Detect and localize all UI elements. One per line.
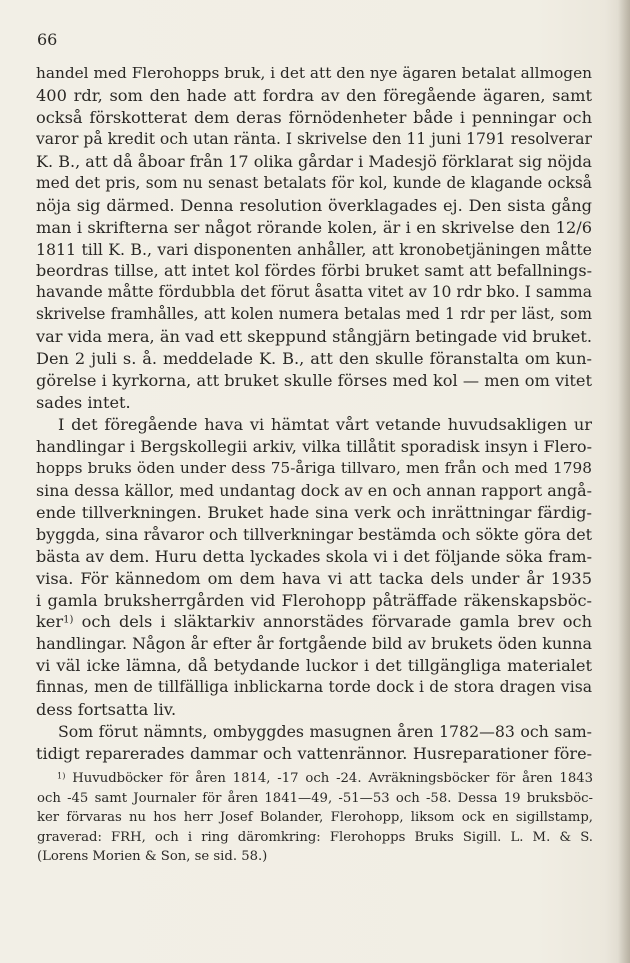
- body-line: Som förut nämnts, ombyggdes masugnen åren 1782—83 och sam-: [58, 722, 592, 742]
- body-line: man i skrifterna ser något rörande kolen, är i en skrivelse den 12/6: [36, 217, 592, 237]
- body-line: havande måtte fördubbla det förut åsatta vitet av 10 rdr bko. I samma: [36, 283, 592, 302]
- body-line: dess fortsatta liv.: [36, 700, 177, 720]
- body-line: med det pris, som nu senast betalats för kol, kunde de klagande också: [36, 173, 592, 192]
- body-line: handlingar. Någon år efter år fortgående bild av brukets öden kunna: [36, 634, 592, 654]
- body-line: beordras tillse, att intet kol fördes förbi bruket samt att befallnings-: [36, 261, 592, 281]
- body-line: varor på kredit och utan ränta. I skrivelse den 11 juni 1791 resolverar: [36, 129, 592, 148]
- body-line: handlingar i Bergskollegii arkiv, vilka tillåtit sporadisk insyn i Flero-: [36, 436, 592, 456]
- footnote: [37, 769, 593, 867]
- body-line: Den 2 juli s. å. meddelade K. B., att den skulle föranstalta om kun-: [36, 349, 592, 369]
- body-line: sades intet.: [36, 393, 131, 413]
- footnote-line: (Lorens Morien & Son, se sid. 58.): [37, 849, 268, 865]
- body-line: vi väl icke lämna, då betydande luckor i det tillgängliga materialet: [36, 656, 592, 676]
- body-line: tidigt reparerades dammar och vattenrännor. Husreparationer före-: [36, 744, 592, 764]
- footnote-line: [37, 769, 593, 789]
- body-line: 1811 till K. B., vari disponenten anhåller, att kronobetjäningen måtte: [36, 239, 592, 259]
- footnote-line: ker förvaras nu hos herr Josef Bolander, Flerohopp, liksom ock en sigillstamp,: [37, 810, 593, 826]
- body-line: i gamla bruksherrgården vid Flerohopp påträffade räkenskapsböc-: [36, 590, 592, 610]
- body-line: handel med Flerohopps bruk, i det att den nye ägaren betalat allmogen: [36, 64, 592, 82]
- body-line: 400 rdr, som den hade att fordra av den föregående ägaren, samt: [36, 85, 592, 105]
- body-line: var vida mera, än vad ett skeppund stångjärn betingade vid bruket.: [36, 327, 592, 347]
- body-line: sina dessa källor, med undantag dock av en och annan rapport angå-: [36, 480, 592, 500]
- footnote-line: graverad: FRH, och i ring däromkring: Flerohopps Bruks Sigill. L. M. & S.: [37, 829, 593, 845]
- body-line: skrivelse framhålles, att kolen numera betalas med 1 rdr per läst, som: [36, 305, 592, 324]
- body-line-rest: och dels i släktarkiv annorstädes förvarade gamla brev och: [73, 612, 592, 632]
- footnote-line-text: Huvudböcker för åren 1814, -17 och -24. Avräkningsböcker för åren 1843: [65, 771, 593, 786]
- body-line: visa. För kännedom om dem hava vi att tacka dels under år 1935: [36, 568, 592, 588]
- body-line: nöja sig därmed. Denna resolution överklagades ej. Den sista gång: [36, 195, 592, 215]
- body-line: byggda, sina råvaror och tillverkningar bestämda och sökte göra det: [36, 524, 592, 544]
- body-line: K. B., att då åboar från 17 olika gårdar i Madesjö förklarat sig nöjda: [36, 151, 592, 171]
- body-text: [36, 63, 592, 765]
- body-line: också förskotterat dem deras förnödenheter både i penningar och: [36, 107, 592, 127]
- body-line: I det föregående hava vi hämtat vårt vetande huvudsakligen ur: [58, 415, 592, 434]
- footnote-reference[interactable]: 1): [63, 614, 74, 626]
- footnote-line: och -45 samt Journaler för åren 1841—49, -51—53 och -58. Dessa 19 bruksböc-: [37, 790, 593, 806]
- body-line: bästa av dem. Huru detta lyckades skola vi i det följande söka fram-: [36, 546, 592, 566]
- page-number: 66: [37, 30, 58, 49]
- body-line-start: ker: [36, 612, 64, 632]
- body-line: görelse i kyrkorna, att bruket skulle förses med kol — men om vitet: [36, 371, 592, 391]
- body-line-with-footnote-ref: [36, 611, 592, 633]
- body-line: ende tillverkningen. Bruket hade sina verk och inrättningar färdig-: [36, 502, 592, 522]
- footnote-marker: 1): [57, 770, 66, 781]
- body-line: hopps bruks öden under dess 75-åriga tillvaro, men från och med 1798: [36, 458, 592, 477]
- body-line: finnas, men de tillfälliga inblickarna torde dock i de stora dragen visa: [36, 678, 592, 697]
- page-gutter-shadow: [618, 0, 630, 963]
